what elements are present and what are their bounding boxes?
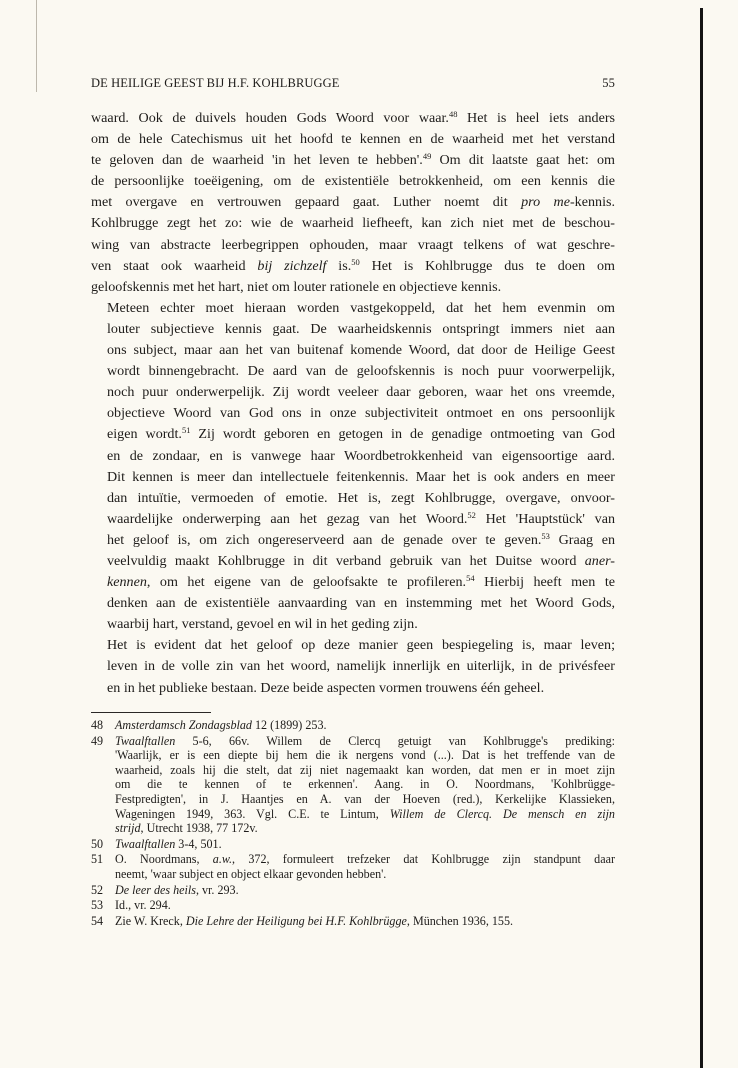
italic-text: pro me — [521, 194, 570, 211]
footnote — [91, 914, 615, 929]
text-line: veelvuldig maakt Kohlbrugge in dit verband gebruik van het Duitse woord aner- — [107, 552, 615, 569]
footnote-text — [115, 883, 615, 898]
footnote-number: 49 — [91, 733, 104, 748]
footnote-ref: 51 — [181, 425, 191, 436]
footnote — [91, 898, 615, 913]
text-line: Het is evident dat het geloof op deze manier geen bespiegeling is, maar leven; — [107, 637, 615, 654]
footnote-line: 'Waarlijk, er is een diepte bij hem die ik nergens vond (...). Dat is het treffende van de — [115, 748, 615, 763]
footnote-line: neemt, 'waar subject en object elkaar gevonden hebben'. — [115, 866, 387, 881]
footnote-line: O. Noordmans, a.w., 372, formuleert trefzeker dat Kohlbrugge zijn standpunt daar — [115, 852, 615, 867]
footnote-number: 53 — [91, 898, 104, 913]
text-line: eigen wordt.$^{51}$ Zij wordt geboren en getogen in de genadige ontmoeting van God — [107, 425, 616, 443]
text-line: denken aan de existentiële aanvaarding van en instemming met het Woord Gods, — [107, 595, 615, 612]
text-line: wordt binnengebracht. De aard van de geloofskennis is noch puur voorwerpelijk, — [107, 363, 615, 380]
footnote-ref: 54 — [466, 573, 475, 584]
footnote-line: om die te kennen of te erkennen'. Aang. in O. Noordmans, 'Kohlbrügge- — [115, 777, 615, 792]
italic-text: Twaalftallen — [115, 733, 176, 748]
footnote-line: Festpredigten', in J. Haantjes en A. van der Hoeven (red.), Kerkelijke Klassieken, — [115, 791, 615, 806]
italic-text: Amsterdamsch Zondagsblad — [115, 718, 252, 732]
page-edge-left — [36, 0, 37, 92]
footnote-ref: 48 — [448, 109, 458, 119]
italic-text: bij zichzelf — [257, 257, 327, 274]
text-line: ven staat ook waarheid bij zichzelf is.$^{50}$ Het is Kohlbrugge dus te doen om — [91, 256, 615, 274]
page-edge-right — [700, 8, 703, 1068]
page-number: 55 — [602, 76, 615, 90]
footnote-number: 48 — [91, 718, 104, 732]
footnote-ref: 50 — [351, 256, 360, 267]
text-line: Dit kennen is meer dan intellectuele feitenkennis. Maar het is ook anders en meer — [107, 468, 615, 485]
text-line: Kohlbrugge zegt het zo: wie de waarheid liefheeft, kan zich niet met de beschou- — [91, 215, 615, 232]
footnote-line: Id., vr. 294. — [115, 898, 171, 913]
footnote-ref: 52 — [467, 509, 476, 520]
text-line: en in het publieke bestaan. Deze beide aspecten vormen trouwens één geheel. — [107, 679, 545, 696]
footnote-number: 52 — [91, 882, 104, 897]
text-line: objectieve Woord van God ons in onze subjectiviteit ontmoet en ons persoonlijk — [107, 405, 615, 422]
footnote-line: Twaalftallen 5-6, 66v. Willem de Clercq getuigt van Kohlbrugge's prediking: — [115, 733, 615, 748]
text-line: Meteen echter moet hieraan worden vastgekoppeld, dat het hem evenmin om — [107, 299, 615, 316]
italic-text: De leer des heils — [115, 882, 196, 897]
footnote — [91, 734, 615, 836]
text-line: geloofskennis met het hart, niet om louter rationele en objectieve kennis. — [91, 278, 502, 295]
footnote-text — [115, 914, 615, 929]
body-paragraph — [91, 635, 615, 698]
body-text — [91, 108, 615, 699]
footnote-line: strijd, Utrecht 1938, 77 172v. — [115, 821, 258, 836]
text-line: ons subject, maar aan het van buitenaf komende Woord, dat door de Heilige Geest — [107, 342, 615, 359]
text-line: louter subjectieve kennis gaat. De waarheidskennis ontspringt immers niet aan — [107, 320, 615, 337]
footnote-text — [115, 837, 615, 852]
text-line: leven in de volle zin van het woord, namelijk innerlijk en uiterlijk, in de privésfeer — [107, 658, 615, 675]
footnote — [91, 718, 615, 733]
footnote-line: Zie W. Kreck, Die Lehre der Heiligung bei H.F. Kohlbrügge, München 1936, 155. — [115, 913, 514, 928]
italic-text: aner- — [584, 552, 615, 569]
italic-text: Die Lehre der Heiligung bei H.F. Kohlbrügge — [185, 913, 407, 928]
text-line: om de hele Catechismus uit het hoofd te kennen en de waarheid met het verstand — [91, 131, 615, 148]
body-paragraph — [91, 298, 615, 636]
text-line: waardelijke onderwerping aan het gezag van het Woord.$^{52}$ Het 'Hauptstück' van — [107, 509, 616, 527]
body-paragraph — [91, 108, 615, 298]
footnote-rule — [91, 712, 211, 713]
footnote-line: Amsterdamsch Zondagsblad 12 (1899) 253. — [115, 718, 327, 732]
italic-text: a.w. — [212, 852, 233, 867]
text-line: te geloven dan de waarheid 'in het leven te hebben'.$^{49}$ Om dit laatste gaat het: om — [91, 151, 616, 169]
footnote-line: Wageningen 1949, 363. Vgl. C.E. te Lintum, Willem de Clercq. De mensch en zijn — [115, 806, 615, 821]
text-line: en de zondaar, en is vanwege haar Woordbetrokkenheid van eigensoortige aard. — [107, 447, 615, 464]
text-line: het geloof is, om zich ongereserveerd aan de genade over te geven.$^{53}$ Graag en — [107, 530, 616, 548]
footnote-line: waarheid, zoals hij die stelt, dat zij niet nagemaakt kan worden, dat men er in moet zijn — [115, 762, 615, 777]
italic-text: kennen — [107, 574, 147, 591]
text-line: wing van abstracte leerbegrippen ophouden, maar vraagt telkens of wat geschre- — [91, 236, 615, 253]
footnote-number: 51 — [91, 852, 104, 867]
footnotes — [91, 718, 615, 929]
text-line: waard. Ook de duivels houden Gods Woord voor waar.$^{48}$ Het is heel iets anders — [91, 109, 615, 126]
footnote-text — [115, 852, 615, 881]
footnote-text — [115, 718, 615, 733]
footnote — [91, 883, 615, 898]
text-line: kennen, om het eigene van de geloofsakte te profileren.$^{54}$ Hierbij heeft men te — [107, 573, 615, 591]
footnote — [91, 852, 615, 881]
running-head-title: DE HEILIGE GEEST BIJ H.F. KOHLBRUGGE — [91, 76, 340, 90]
italic-text: strijd — [115, 821, 141, 836]
footnote-text — [115, 898, 615, 913]
footnote-number: 54 — [91, 913, 104, 928]
text-line: dan intuïtie, vermoeden of emotie. Het is, zegt Kohlbrugge, overgave, onvoor- — [107, 489, 615, 506]
footnote-text — [115, 734, 615, 836]
footnote-line: De leer des heils, vr. 293. — [115, 882, 239, 897]
text-line: met overgave en vertrouwen gepaard gaat. Luther noemt dit pro me-kennis. — [91, 194, 615, 211]
text-line: de persoonlijke toeëigening, om de existentiële betrokkenheid, om een kennis die — [91, 173, 615, 190]
footnote-number: 50 — [91, 836, 104, 851]
footnote-ref: 49 — [422, 151, 432, 162]
text-line: waarbij hart, verstand, gevoel en wil in het geding zijn. — [107, 616, 418, 633]
footnote-ref: 53 — [541, 530, 550, 541]
italic-text: Willem de Clercq. De mensch en zijn — [389, 806, 615, 821]
footnote — [91, 837, 615, 852]
footnote-line: Twaalftallen 3-4, 501. — [115, 836, 222, 851]
italic-text: Twaalftallen — [115, 836, 176, 851]
text-line: noch puur onderwerpelijk. Zij wordt veeleer daar geboren, waar het ons vreemde, — [107, 384, 615, 401]
